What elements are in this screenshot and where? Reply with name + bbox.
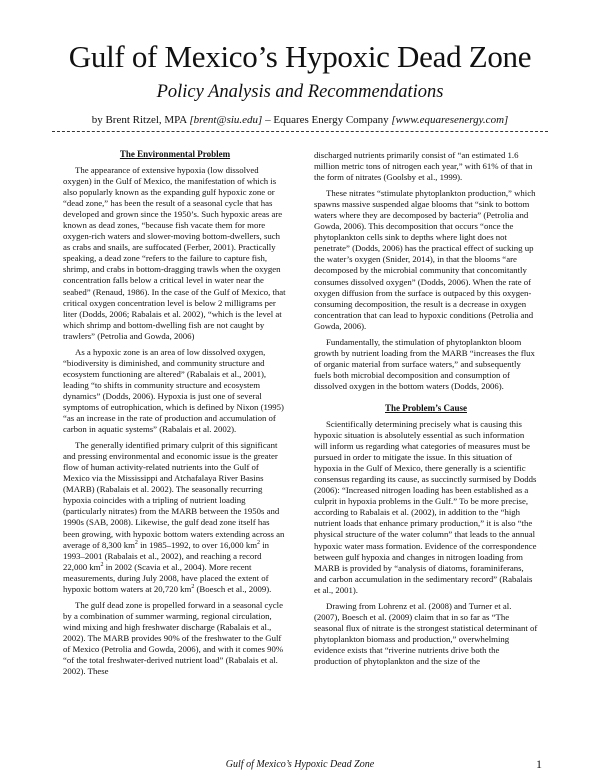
header-divider xyxy=(52,131,548,132)
running-footer-title: Gulf of Mexico’s Hypoxic Dead Zone xyxy=(225,759,375,770)
section-heading-problems-cause: The Problem’s Cause xyxy=(385,402,467,413)
page-number: 1 xyxy=(536,757,542,771)
paragraph: The gulf dead zone is propelled forward in a seasonal cycle by a combination of summer warming, regional circulation, wind mixing and high freshwater discharge (Rabalais et al., 2002). The MARB provides 90% of the freshwater to the Gulf of Mexico (Petrolia and Gowda, 2006), and with it comes 90% “of the total freshwater-derived nutrient load” (Rabalais et al. 2002). These xyxy=(63,599,284,677)
paragraph: The generally identified primary culprit of this significant and pressing environmental and economic issue is the greater flow of human activity-related nutrients into the Gulf of Mexico via the Mississippi and Atchafalaya River Basins (MARB) (Rabalais et al. 2002). The seasonally recurring hypoxia coincides with a tripling of nutrient loading (particularly nitrates) from the MARB between the 1950s and 1990s (SAB, 2008). Likewise, the gulf dead zone itself has been growing, with hypoxic bottom waters extending across an average of 8,300 $km^2$ in 1985–1992, to over 16,000 $km^2$ in 1993–2001 (Rabalais et al., 2002), and reaching a record 22,000 $km^2$ in 2002 (Scavia et al., 2004). More recent measurements, during July 2008, have placed the extent of hypoxic bottom waters at 20,720 $km^2$ (Boesch et al., 2009). xyxy=(63,440,285,594)
left-column xyxy=(63,149,287,682)
paragraph: Scientifically determining precisely what is causing this hypoxic situation is absolutely essential as such information will inform us regarding what categories of measures must be pursued in order to mitigate the issue. In this situation of hypoxia in the Gulf of Mexico, there generally is a scientific consensus regarding its cause, as succinctly surmised by Dodds (2006): “Increased nitrogen loading has been established as a culprit in hypoxia problems in the Gulf.” To be more precise, according to Rabalais et al. (2002), in addition to the “high nutrient loads that enhance primary production,” it is also “the physical structure of the water column” that leads to the annual hypoxic water mass formation. Evidence of the correspondence between gulf hypoxia and changes in nitrogen loading from MARB is provided by “analysis of diatoms, foraminiferans, and carbon accumulation in the sedimentary record” (Rabalais et al., 2001). xyxy=(314,418,537,595)
document-title: Gulf of Mexico’s Hypoxic Dead Zone xyxy=(68,39,532,74)
author-email: [brent@siu.edu] xyxy=(189,114,263,126)
paragraph: discharged nutrients primarily consist of “an estimated 1.6 million metric tons of nitrogen each year,” with 61% of that in the form of nitrates (Goolsby et al., 1999). xyxy=(314,150,533,183)
byline xyxy=(0,113,600,127)
paragraph: Drawing from Lohrenz et al. (2008) and Turner et al. (2007), Boesch et al. (2009) claim that in so far as “The seasonal flux of nitrate is the strongest statistical determinant of phytoplankton biomass and production,” overwhelming evidence exists that “riverine nutrients drive both the production of phytoplankton and the size of the xyxy=(314,600,538,666)
right-column xyxy=(314,150,538,672)
document-subtitle: Policy Analysis and Recommendations xyxy=(156,82,444,102)
byline-prefix: by Brent Ritzel, MPA xyxy=(91,114,190,126)
paragraph: Fundamentally, the stimulation of phytoplankton bloom growth by nutrient loading from the MARB “increases the flux of organic material from surface waters,” and subsequently fuels both microbial decomposition and consumption of dissolved oxygen in the bottom waters (Dodds, 2006). xyxy=(314,336,535,391)
paragraph: The appearance of extensive hypoxia (low dissolved oxygen) in the Gulf of Mexico, the manifestation of which is also popularly known as the expanding gulf hypoxic zone or “dead zone,” has been the result of a seasonal cycle that has developed and grown since the 1950’s. Such hypoxic areas are known as dead zones, “because fish vacate them for more oxygen-rich waters and slower-moving bottom-dwellers, such as crabs and snails, are suffocated (Ferber, 2001). Practically speaking, a dead zone “refers to the failure to capture fish, shrimp, and crabs in bottom-dragging trawls when the oxygen concentration falls below a critical level in water near the seabed” (Renaud, 1986). In the case of the Gulf of Mexico, that critical oxygen concentration level is below 2 milligrams per liter (Dodds, 2006; Rabalais et al. 2002), “which is the level at which shrimp and bottom-dwelling fish are not caught by trawlers” (Petrolia and Gowda, 2006) xyxy=(63,165,286,341)
paragraph: As a hypoxic zone is an area of low dissolved oxygen, “biodiversity is diminished, and community structure and ecosystem functioning are altered” (Rabalais et al., 2001), leading “to shifts in community structure and ecosystem dynamics” (Dodds, 2006). Hypoxia is just one of several symptoms of eutrophication, which is defined by Nixon (1995) “as an increase in the rate of production and accumulation of carbon in aquatic systems” (Rabalais et al. 2002). xyxy=(63,346,284,435)
section-heading-environmental-problem: The Environmental Problem xyxy=(119,149,231,159)
company-url: [www.equaresenergy.com] xyxy=(391,114,509,126)
paragraph: These nitrates “stimulate phytoplankton production,” which spawns massive suspended algae blooms that “sink to bottom waters where they are decomposed by bacteria” (Petrolia and Gowda, 2006). This decomposition that occurs “once the phytoplankton cells sink to depths where light does not penetrate” (Dodds, 2006) has the practical effect of sucking up the water’s oxygen (Snider, 2014), in that the blooms “are decomposed by the microbial community that concomitantly consumes dissolved oxygen” (Dodds, 2006). When the rate of oxygen diffusion from the surface is outpaced by this oxygen-consuming decomposition, the result is a decrease in oxygen concentration that can lead to hypoxic conditions (Petrolia and Gowda, 2006). xyxy=(314,188,536,331)
byline-middle: – Equares Energy Company xyxy=(262,114,392,126)
